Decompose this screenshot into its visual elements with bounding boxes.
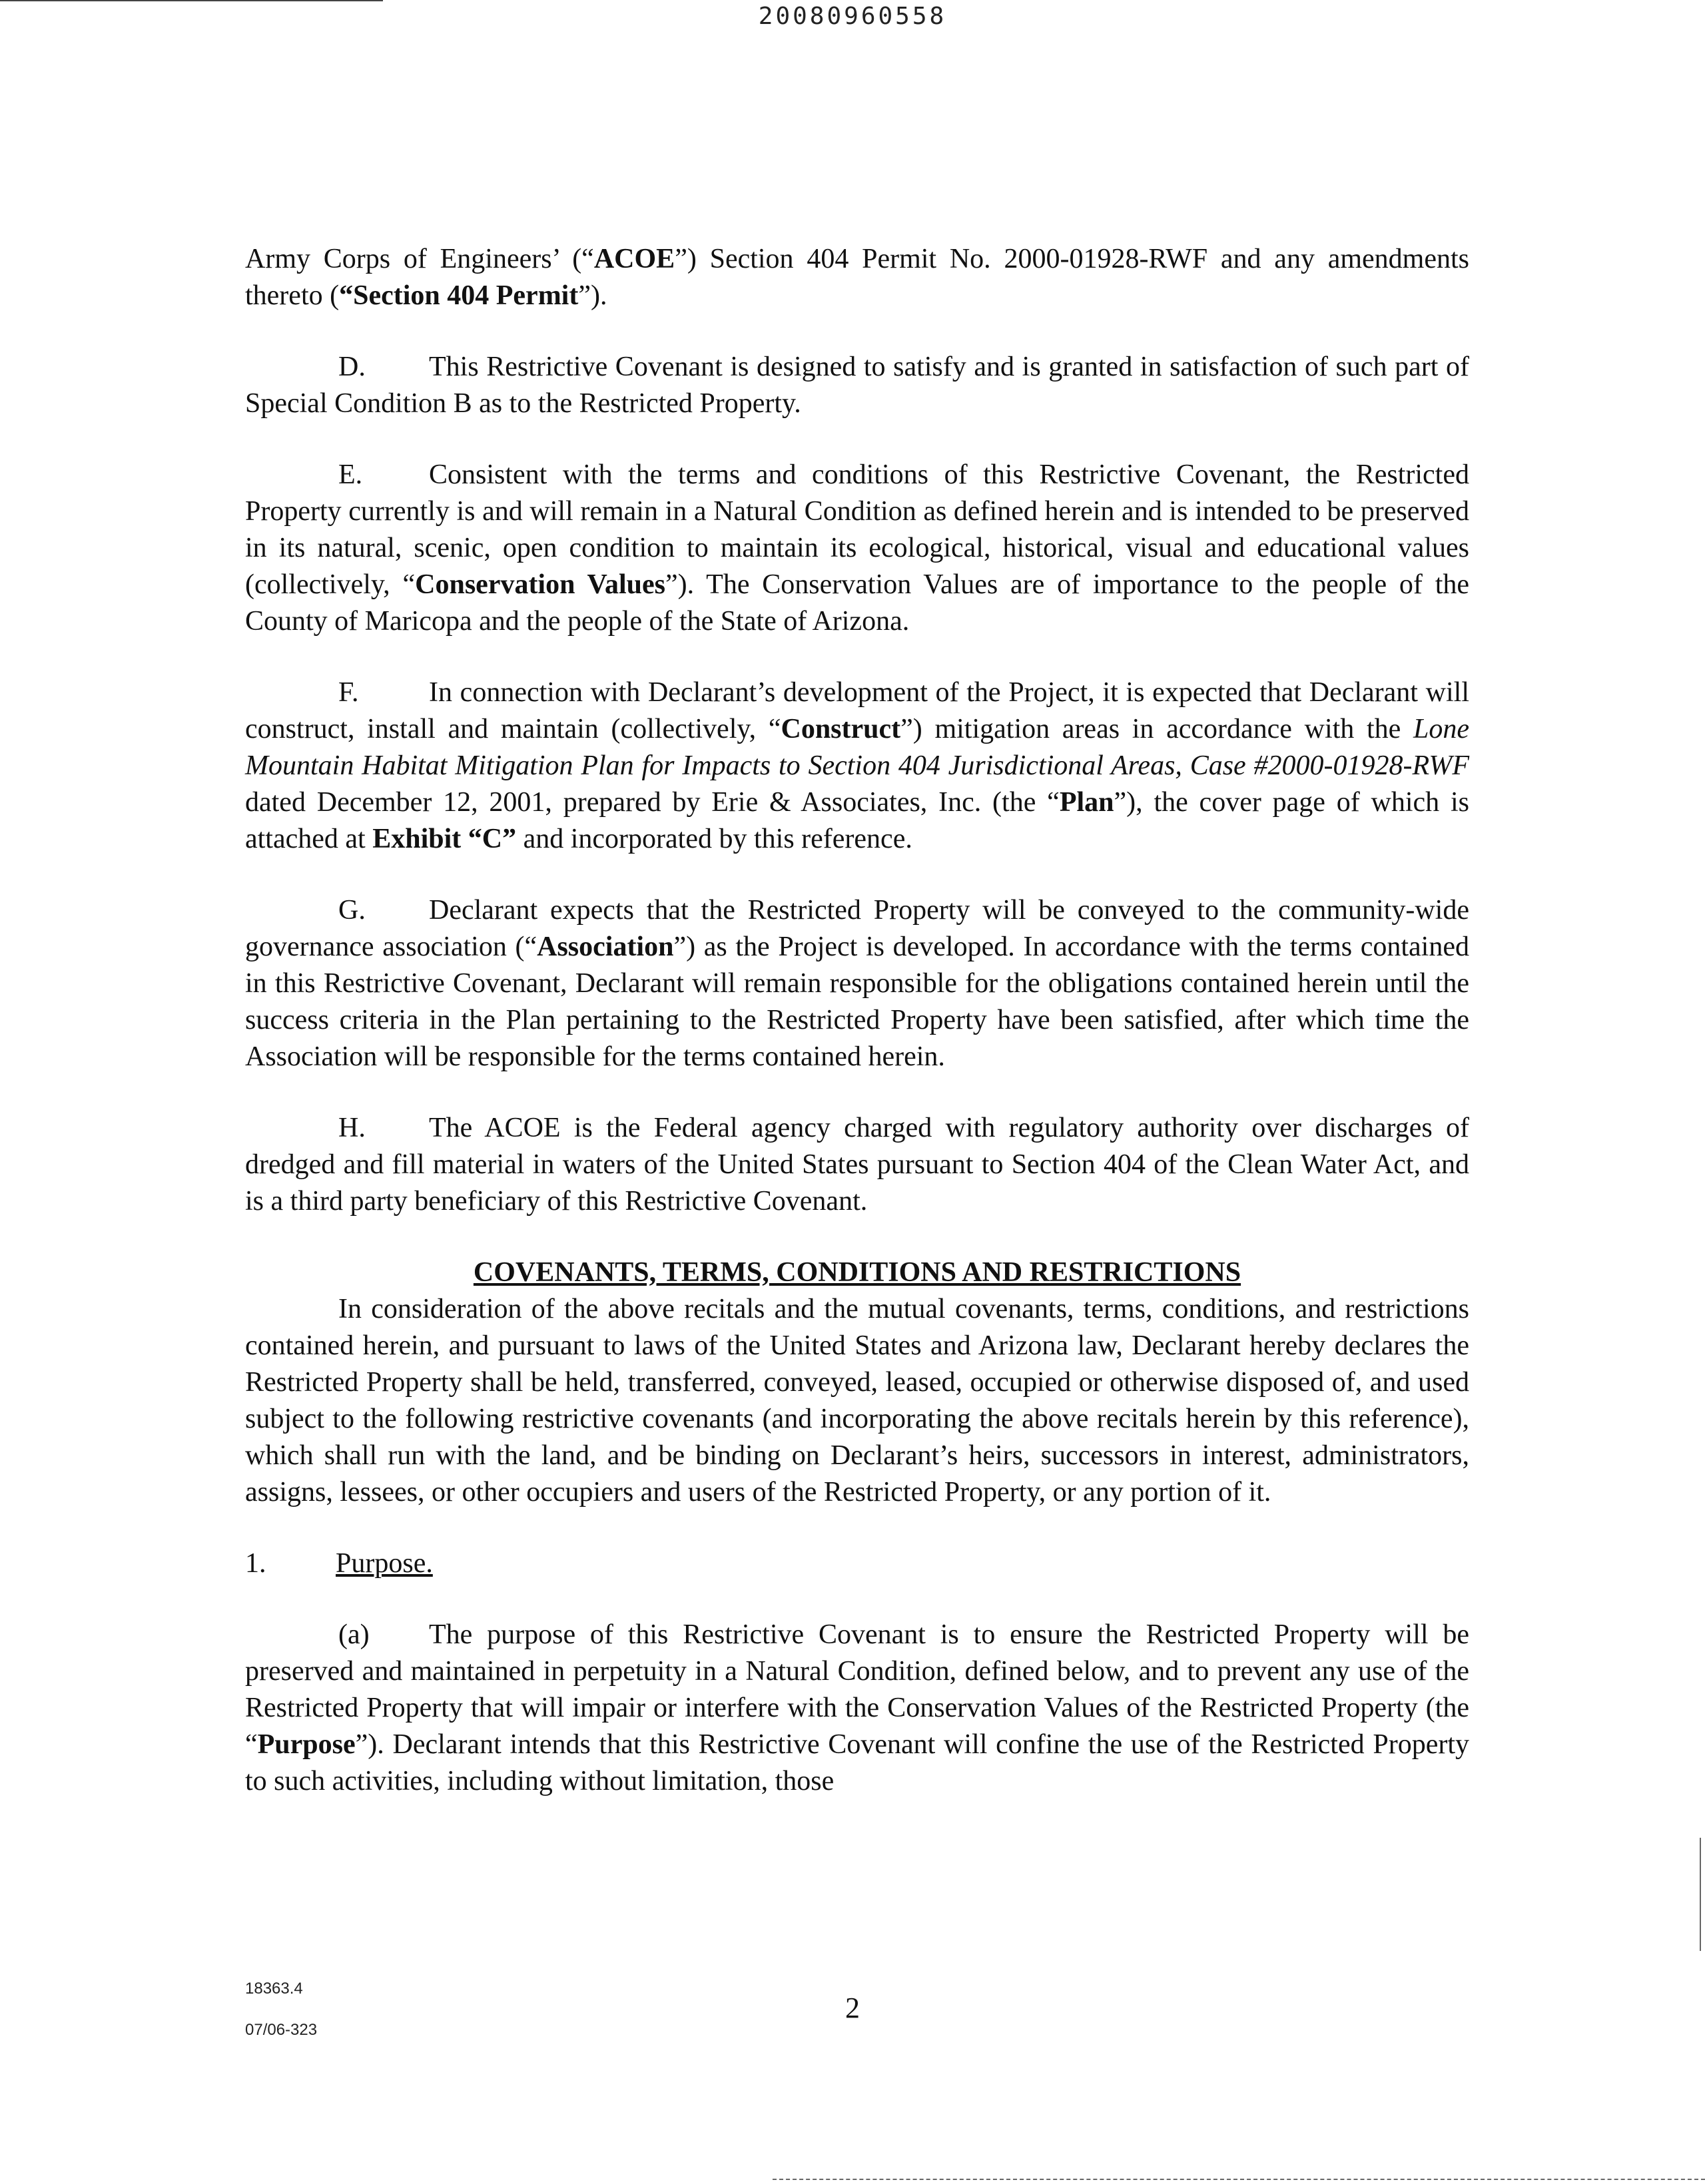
scan-line-top: [0, 0, 383, 1]
recital-label: E.: [338, 459, 363, 490]
scan-edge-mark: [1700, 1838, 1701, 1951]
recital-label: F.: [338, 677, 359, 708]
scan-line-bottom: [773, 2179, 1705, 2180]
recital-label: H.: [338, 1113, 366, 1143]
recording-number: 20080960558: [758, 3, 947, 30]
recital-d: D. This Restrictive Covenant is designed to satisfy and is granted in satisfaction of such part of Special Condition B as to the Restricted Property.: [245, 349, 1469, 422]
recital-e: E. Consistent with the terms and conditions of this Restrictive Covenant, the Restricted Property currently is and will remain in a Natural Condition as defined herein and is intended to be preserved in its natural, scenic, open condition to maintain its ecological, historical, visual and educational values (collectively, “Conservation Values”). The Conservation Values are of importance to the people of the County of Maricopa and the people of the State of Arizona.: [245, 457, 1469, 640]
subsection-a: (a) The purpose of this Restrictive Covenant is to ensure the Restricted Property will be preserved and maintained in perpetuity in a Natural Condition, defined below, and to prevent any use of the Restricted Property that will impair or interfere with the Conservation Values of the Restricted Property (the “Purpose”). Declarant intends that this Restrictive Covenant will confine the use of the Restricted Property to such activities, including without limitation, those: [245, 1617, 1469, 1800]
paragraph-intro: Army Corps of Engineers’ (“ACOE”) Section 404 Permit No. 2000-01928-RWF and any amendments thereto (“Section 404 Permit”).: [245, 244, 1469, 311]
section-heading: COVENANTS, TERMS, CONDITIONS AND RESTRICTIONS: [473, 1257, 1241, 1288]
section-1-title: 1. Purpose.: [245, 1548, 433, 1579]
footer-file-code: 07/06-323: [245, 2021, 318, 2039]
recital-h: H. The ACOE is the Federal agency charged with regulatory authority over discharges of dredged and fill material in waters of the United States pursuant to Section 404 of the Clean Water Act, and is a third party beneficiary of this Restrictive Covenant.: [245, 1110, 1469, 1220]
footer-doc-id: 18363.4: [245, 1980, 303, 1998]
body-text: [245, 241, 1469, 1834]
subsection-label: (a): [338, 1619, 370, 1650]
recital-label: D.: [338, 352, 366, 382]
recital-label: G.: [338, 895, 366, 926]
page-number: 2: [845, 1992, 860, 2024]
recital-g: G. Declarant expects that the Restricted Property will be conveyed to the community-wide governance association (“Association”) as the Project is developed. In accordance with the terms contained in this Restrictive Covenant, Declarant will remain responsible for the obligations contained herein until the success criteria in the Plan pertaining to the Restricted Property have been satisfied, after which time the Association will be responsible for the terms contained herein.: [245, 892, 1469, 1075]
recital-f: F. In connection with Declarant’s development of the Project, it is expected that Declarant will construct, install and maintain (collectively, “Construct”) mitigation areas in accordance with the Lone Mountain Habitat Mitigation Plan for Impacts to Section 404 Jurisdictional Areas, Case #2000-01928-RWF dated December 12, 2001, prepared by Erie & Associates, Inc. (the “Plan”), the cover page of which is attached at Exhibit “C” and incorporated by this reference.: [245, 675, 1469, 858]
consideration-paragraph: In consideration of the above recitals and the mutual covenants, terms, conditions, and restrictions contained herein, and pursuant to laws of the United States and Arizona law, Declarant hereby declares the Restricted Property shall be held, transferred, conveyed, leased, occupied or otherwise disposed of, and used subject to the following restrictive covenants (and incorporating the above recitals herein by this reference), which shall run with the land, and be binding on Declarant’s heirs, successors in interest, administrators, assigns, lessees, or other occupiers and users of the Restricted Property, or any portion of it.: [245, 1294, 1469, 1507]
